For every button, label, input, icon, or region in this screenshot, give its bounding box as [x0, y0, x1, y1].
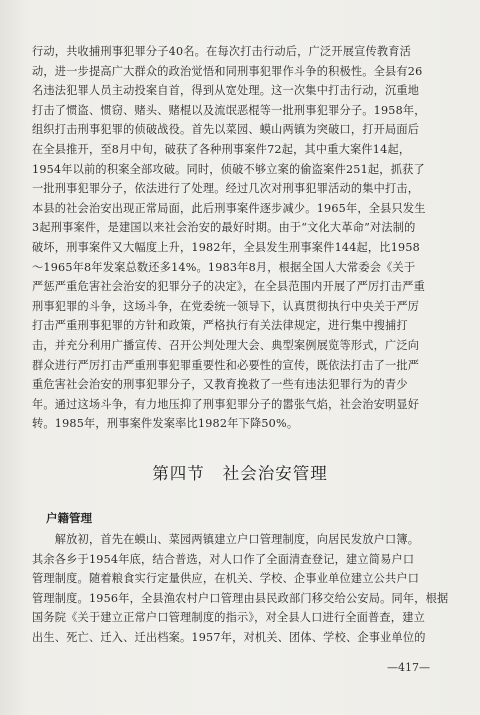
- body-paragraph-2: [32, 530, 458, 648]
- subheading: 户籍管理: [46, 511, 92, 525]
- text-line: 3起刑事案件，是建国以来社会治安的最好时期。由于“文化大革命”对法制的: [32, 221, 416, 235]
- text-line: 击，并充分利用广播宣传、召开公判处理大会、典型案例展览等形式，广泛向: [32, 338, 420, 352]
- page-number: —417—: [387, 661, 430, 674]
- text-line: 国务院《关于建立正常户口管理制度的指示》，对全县人口进行全面普查，建立: [32, 611, 425, 625]
- text-line: 破坏，刑事案件又大幅度上升，1982年，全县发生刑事案件144起，比1958: [32, 240, 420, 254]
- text-line: 动，进一步提高广大群众的政治觉悟和同刑事犯罪作斗争的积极性。全县有26: [32, 64, 423, 78]
- text-line: 打击严重刑事犯罪的方针和政策，严格执行有关法律规定，进行集中搜捕打: [32, 319, 408, 333]
- text-line: 年。通过这场斗争，有力地压抑了刑事犯罪分子的嚣张气焰，社会治安明显好: [32, 397, 420, 411]
- text-line: 在全县推开，至8月中旬，破获了各种刑事案件72起，其中重大案件14起，: [32, 142, 411, 156]
- text-line: 其余各乡于1954年底，结合普选，对人口作了全面清查登记，建立简易户口: [32, 552, 415, 566]
- text-line: 1954年以前的积案全部攻破。同时，侦破不够立案的偷盗案件251起，抓获了: [32, 162, 425, 176]
- text-line: 转。1985年，刑事案件发案率比1982年下降50%。: [32, 417, 299, 431]
- text-line: 群众进行严厉打击严重刑事犯罪重要性和必要性的宣传，既依法打击了一批严: [32, 358, 420, 372]
- text-line: 名违法犯罪人员主动投案自首，得到从宽处理。这一次集中打击行动，沉重地: [32, 84, 420, 98]
- text-line: 重危害社会治安的刑事犯罪分子，又教育挽救了一些有违法犯罪行为的青少: [32, 378, 408, 392]
- body-paragraph: [32, 42, 458, 434]
- text-line: 本县的社会治安出现正常局面，此后刑事案件逐步减少。1965年，全县只发生: [32, 201, 426, 215]
- text-line: 打击了惯盗、惯窃、赌头、赌棍以及流氓恶棍等一批刑事犯罪分子。1958年，: [32, 103, 426, 117]
- text-line: 一批刑事犯罪分子，依法进行了处理。经过几次对刑事犯罪活动的集中打击，: [32, 182, 420, 196]
- text-line: 管理制度。随着粮食实行定量供应，在机关、学校、企事业单位建立公共户口: [32, 572, 420, 586]
- text-line: 严惩严重危害社会治安的犯罪分子的决定》，在全县范围内开展了严厉打击严重: [32, 280, 425, 294]
- text-line: 解放初，首先在蟆山、菜园两镇建立户口管理制度，向居民发放户口簿。: [32, 533, 420, 546]
- text-line: 行动，共收捕刑事犯罪分子40名。在每次打击行动后，广泛开展宣传教育活: [32, 45, 412, 58]
- text-line: 刑事犯罪的斗争，这场斗争，在党委统一领导下，认真贯彻执行中央关于严厉: [32, 299, 420, 313]
- text-line: ～1965年8年发案总数还多14%。1983年8月，根据全国人大常委会《关于: [32, 260, 416, 274]
- section-number: 第四节: [152, 464, 205, 483]
- section-heading: [0, 460, 480, 484]
- section-title: 社会治安管理: [222, 464, 328, 483]
- text-line: 管理制度。1956年，全县渔农村户口管理由县民政部门移交给公安局。同年，根据: [32, 591, 449, 605]
- text-line: 组织打击刑事犯罪的侦破战役。首先以菜园、蟆山两镇为突破口，打开局面后: [32, 123, 420, 137]
- text-line: 出生、死亡、迁入、迁出档案。1957年，对机关、团体、学校、企事业单位的: [32, 630, 426, 644]
